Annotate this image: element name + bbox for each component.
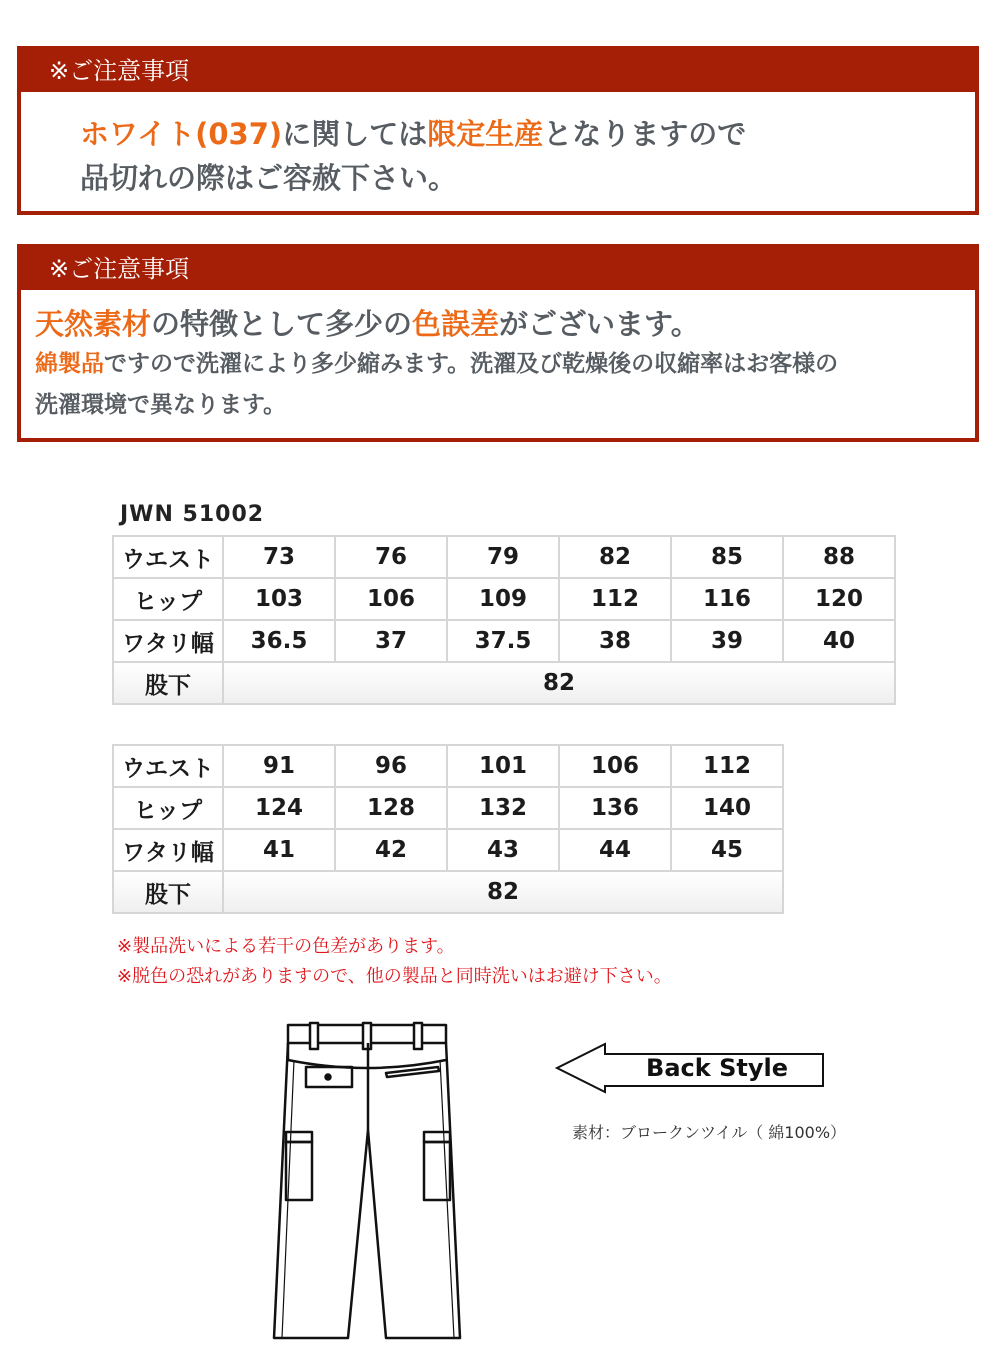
row-label-thigh-width: ワタリ幅 (113, 829, 223, 871)
table-cell: 112 (671, 745, 783, 787)
inseam-value: 82 (223, 662, 895, 704)
notice-line-3: 洗濯環境で異なります。 (35, 392, 287, 418)
table-cell: 41 (223, 829, 335, 871)
notice-line-2 (21, 344, 975, 385)
table-cell: 120 (783, 578, 895, 620)
notice-box-natural-material (17, 244, 979, 442)
table-row (113, 578, 895, 620)
table-cell: 101 (447, 745, 559, 787)
row-label-hip: ヒップ (113, 578, 223, 620)
pants-back-icon (268, 1020, 468, 1350)
table-cell: 42 (335, 829, 447, 871)
size-table-1 (112, 535, 896, 705)
table-cell: 103 (223, 578, 335, 620)
table-cell: 39 (671, 620, 783, 662)
notice-line-1 (80, 112, 975, 156)
table-row (113, 787, 783, 829)
model-number: JWN 51002 (120, 502, 265, 527)
table-cell: 88 (783, 536, 895, 578)
inseam-value: 82 (223, 871, 783, 913)
warning-bleaching: ※脱色の恐れがありますので、他の製品と同時洗いはお避け下さい。 (117, 966, 672, 987)
table-cell: 96 (335, 745, 447, 787)
table-row (113, 536, 895, 578)
table-row (113, 829, 783, 871)
table-cell: 85 (671, 536, 783, 578)
table-row (113, 662, 895, 704)
table-cell: 116 (671, 578, 783, 620)
material-text: 素材：ブロークンツイル（ 綿100%） (572, 1123, 847, 1142)
highlight-limited-production: 限定生産 (427, 117, 544, 151)
row-label-waist: ウエスト (113, 745, 223, 787)
table-cell: 44 (559, 829, 671, 871)
table-row (113, 620, 895, 662)
notice-line-2: 品切れの際はご容赦下さい。 (80, 161, 458, 195)
notice-body (21, 92, 975, 200)
table-cell: 79 (447, 536, 559, 578)
table-cell: 136 (559, 787, 671, 829)
table-cell: 109 (447, 578, 559, 620)
size-table-2 (112, 744, 784, 914)
highlight-color-difference: 色誤差 (412, 307, 500, 341)
table-cell: 124 (223, 787, 335, 829)
table-row (113, 871, 783, 913)
row-label-thigh-width: ワタリ幅 (113, 620, 223, 662)
row-label-inseam: 股下 (113, 662, 223, 704)
table-cell: 132 (447, 787, 559, 829)
table-cell: 40 (783, 620, 895, 662)
notice-text: となりますので (543, 117, 747, 151)
notice-box-limited-production (17, 46, 979, 215)
notice-line-1 (21, 290, 975, 344)
table-cell: 112 (559, 578, 671, 620)
row-label-waist: ウエスト (113, 536, 223, 578)
table-cell: 38 (559, 620, 671, 662)
table-cell: 43 (447, 829, 559, 871)
table-cell: 76 (335, 536, 447, 578)
warning-color-difference: ※製品洗いによる若干の色差があります。 (117, 936, 455, 957)
table-cell: 82 (559, 536, 671, 578)
table-cell: 37.5 (447, 620, 559, 662)
table-cell: 128 (335, 787, 447, 829)
notice-text: がございます。 (499, 307, 700, 341)
table-cell: 36.5 (223, 620, 335, 662)
notice-text: に関しては (282, 117, 428, 151)
highlight-white-color: ホワイト(037) (80, 117, 283, 151)
table-cell: 91 (223, 745, 335, 787)
table-cell: 73 (223, 536, 335, 578)
notice-heading: ※ご注意事項 (21, 50, 975, 92)
highlight-cotton-product: 綿製品 (35, 351, 104, 377)
row-label-hip: ヒップ (113, 787, 223, 829)
table-row (113, 745, 783, 787)
table-cell: 140 (671, 787, 783, 829)
table-cell: 106 (335, 578, 447, 620)
highlight-natural-material: 天然素材 (35, 307, 152, 341)
table-cell: 45 (671, 829, 783, 871)
table-cell: 106 (559, 745, 671, 787)
back-style-label: Back Style (646, 1054, 788, 1082)
row-label-inseam: 股下 (113, 871, 223, 913)
notice-text: の特徴として多少の (151, 307, 413, 341)
notice-heading: ※ご注意事項 (21, 248, 975, 290)
notice-text: ですので洗濯により多少縮みます。洗濯及び乾燥後の収縮率はお客様の (104, 351, 839, 377)
table-cell: 37 (335, 620, 447, 662)
